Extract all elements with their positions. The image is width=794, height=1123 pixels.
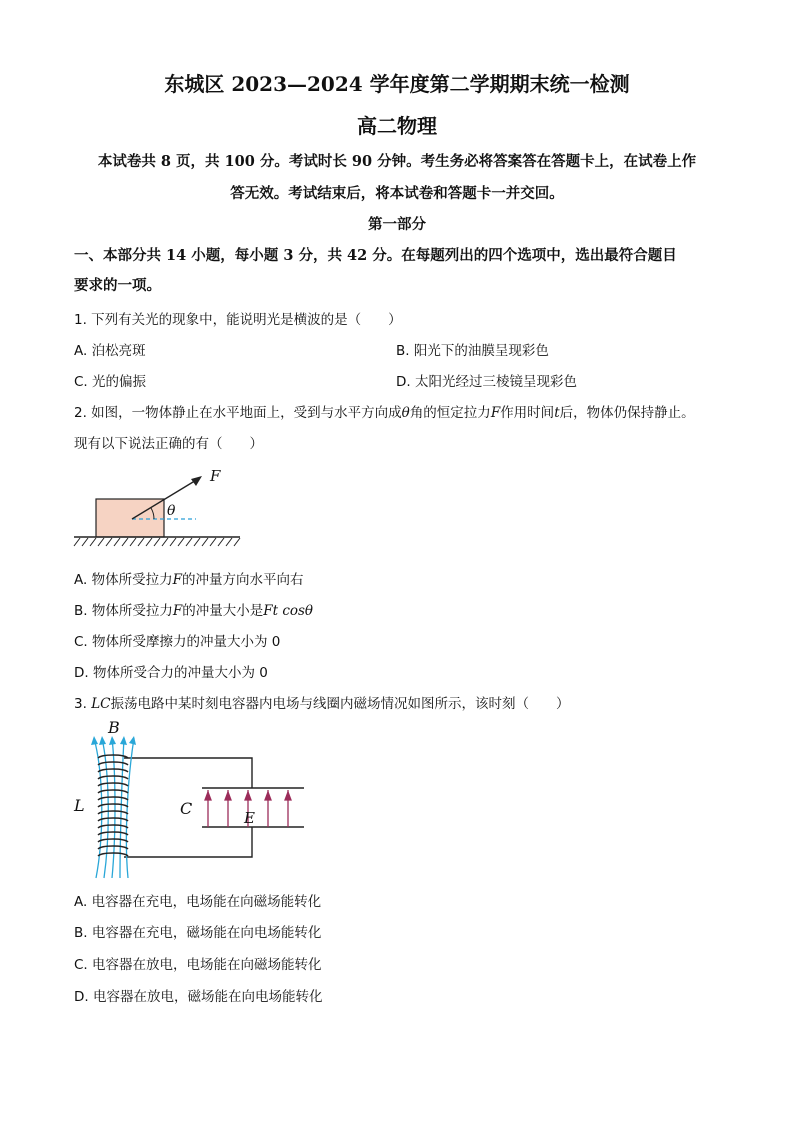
- q2-ground-hatch: [74, 538, 240, 546]
- q2-option-b-expr: Ft cosθ: [263, 603, 314, 619]
- q2-stem-part-a: 2. 如图，一物体静止在水平地面上，受到与水平方向成: [74, 405, 402, 421]
- q2-option-b-part2: 的冲量大小是: [182, 603, 264, 619]
- q3-magnetic-field-arrowheads: [91, 736, 136, 745]
- q3-bottom-wire: [124, 827, 252, 857]
- q2-stem-part-c: 作用时间: [500, 405, 555, 421]
- q2-stem-part-b: 角的恒定拉力: [409, 405, 491, 421]
- q2-option-b-part1: B. 物体所受拉力: [74, 603, 173, 619]
- q2-fig-label-theta: θ: [167, 503, 176, 519]
- exam-notice-line1: 本试卷共 8 页，共 100 分。考试时长 90 分钟。考生务必将答案答在答题卡上，在试卷上作: [97, 153, 697, 170]
- q1-option-d: D. 太阳光经过三棱镜呈现彩色: [396, 374, 577, 390]
- q3-coil: [98, 755, 128, 856]
- q2-stem-line2: 现有以下说法正确的有（ ）: [74, 436, 263, 452]
- q2-fig-label-F: F: [210, 467, 221, 485]
- q2-stem-t: t: [554, 405, 560, 421]
- q3-option-d: D. 电容器在放电，磁场能在向电场能转化: [74, 989, 323, 1005]
- q3-figure: [66, 716, 316, 881]
- q3-number: 3.: [74, 696, 87, 712]
- part1-instruction-line1: 一、本部分共 14 小题，每小题 3 分，共 42 分。在每题列出的四个选项中，选出最符合题目: [74, 247, 677, 264]
- q2-figure: [70, 462, 260, 557]
- q2-option-a-F: F: [172, 572, 182, 588]
- q3-fig-label-E: E: [244, 809, 255, 827]
- q2-option-a-part2: 的冲量方向水平向右: [181, 572, 304, 588]
- q2-option-a: [74, 568, 303, 588]
- q3-stem-text: 振荡电路中某时刻电容器内电场与线圈内磁场情况如图所示，该时刻（ ）: [110, 696, 570, 712]
- exam-subject: 高二物理: [357, 114, 437, 138]
- q2-option-c: C. 物体所受摩擦力的冲量大小为 0: [74, 634, 281, 650]
- q2-option-a-part1: A. 物体所受拉力: [74, 572, 173, 588]
- q3-top-wire: [124, 758, 252, 788]
- q3-option-c: C. 电容器在放电，电场能在向磁场能转化: [74, 957, 322, 973]
- q3-option-b: B. 电容器在充电，磁场能在向电场能转化: [74, 925, 322, 941]
- section-title: 第一部分: [368, 216, 426, 233]
- part1-instruction-line2: 要求的一项。: [74, 277, 161, 294]
- q3-fig-label-L: L: [74, 796, 85, 815]
- q2-option-d: D. 物体所受合力的冲量大小为 0: [74, 665, 268, 681]
- q2-stem-theta: θ: [401, 405, 410, 421]
- q3-stem: [74, 692, 569, 712]
- q3-fig-label-C: C: [180, 799, 193, 818]
- q3-LC: LC: [91, 696, 111, 712]
- q2-stem-F: F: [490, 405, 501, 421]
- q3-option-a: A. 电容器在充电，电场能在向磁场能转化: [74, 894, 322, 910]
- q2-option-b-F: F: [172, 603, 183, 619]
- q1-option-a: A. 泊松亮斑: [74, 343, 146, 359]
- q3-fig-label-B: B: [108, 718, 120, 737]
- q1-stem: 1. 下列有关光的现象中，能说明光是横波的是（ ）: [74, 312, 402, 328]
- q1-option-b: B. 阳光下的油膜呈现彩色: [396, 343, 549, 359]
- q2-stem-part-d: 后，物体仍保持静止。: [559, 405, 695, 421]
- exam-title: 东城区 2023—2024 学年度第二学期期末统一检测: [164, 72, 630, 96]
- q1-option-c: C. 光的偏振: [74, 374, 147, 390]
- q2-stem: [74, 401, 695, 421]
- q2-option-b: [74, 599, 313, 619]
- exam-notice-line2: 答无效。考试结束后，将本试卷和答题卡一并交回。: [230, 185, 564, 202]
- q2-force-arrowhead: [191, 476, 202, 486]
